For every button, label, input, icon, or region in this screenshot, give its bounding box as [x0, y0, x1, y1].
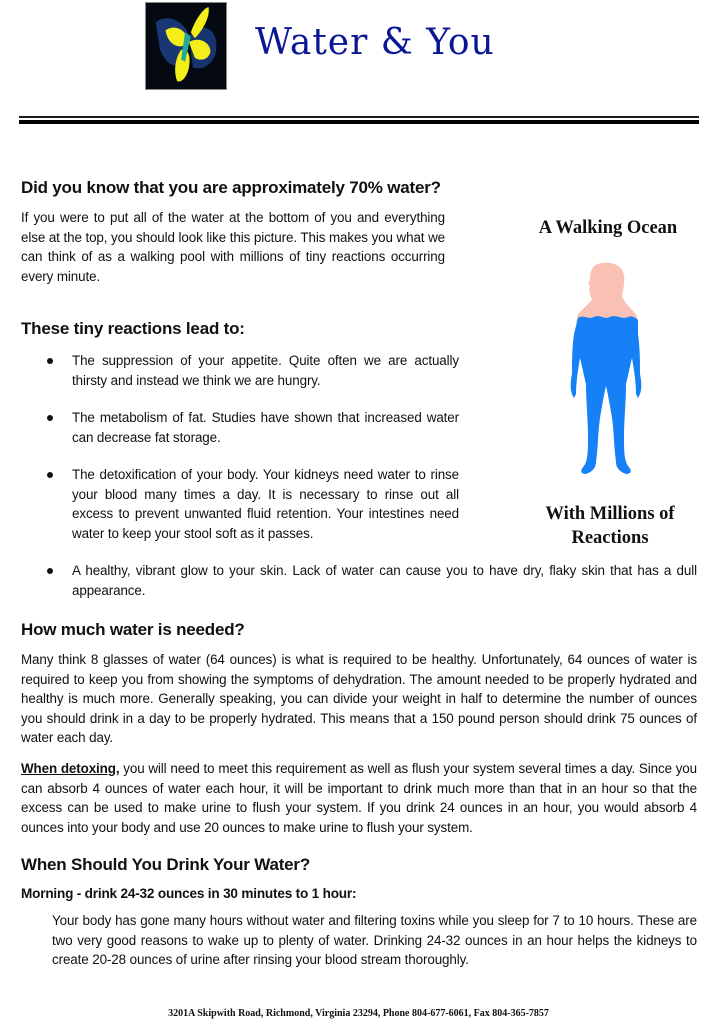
- detox-text: you will need to meet this requirement as well as flush your system several times a day. Since you can absorb 4 ounces of water each hour, it will be important to drink much more than that in an hour so that the excess can be used to make urine to flush your system. If you drink 24 ounces in an hour, you would absorb 4 ounces into your body and use 20 ounces to make urine to flush your system.: [21, 761, 698, 835]
- section-heading-70-percent: Did you know that you are approximately 70% water?: [21, 178, 441, 197]
- figure-caption-top: A Walking Ocean: [538, 218, 678, 238]
- header-divider-thin: [19, 116, 699, 118]
- how-much-paragraph: Many think 8 glasses of water (64 ounces) is what is required to be healthy. Unfortunately, 64 ounces of water is required to keep you from showing the symptoms of dehydration. The amount needed to be properly hydrated and healthy is much more. Generally speaking, you can divide your weight in half to determine the number of ounces you should drink in a day to be properly hydrated. This means that a 150 pound person should drink 75 ounces of water each day.: [21, 652, 697, 746]
- figure-caption-line1: With Millions of: [545, 504, 675, 524]
- bullet-icon: [47, 358, 53, 364]
- bullet-icon: [47, 415, 53, 421]
- figure-caption-bottom: [520, 502, 700, 550]
- detox-paragraph: [21, 759, 697, 837]
- section-heading-reactions: These tiny reactions lead to:: [21, 319, 245, 338]
- bullet-icon: [47, 568, 53, 574]
- butterfly-logo-icon: [145, 2, 227, 90]
- morning-subheading: Morning - drink 24-32 ounces in 30 minutes to 1 hour:: [21, 886, 357, 901]
- human-silhouette-water-icon: [566, 262, 646, 476]
- page-title: Water & You: [255, 22, 495, 63]
- morning-paragraph: Your body has gone many hours without water and filtering toxins while you sleep for 7 to 10 hours. These are two very good reasons to wake up to plenty of water. Drinking 24-32 ounces in an hour helps the kidneys to create 20-28 ounces of urine after rinsing your blood stream thoroughly.: [52, 913, 697, 968]
- section-heading-when: When Should You Drink Your Water?: [21, 855, 311, 874]
- footer-address: 3201A Skipwith Road, Richmond, Virginia 23294, Phone 804-677-6061, Fax 804-365-7857: [168, 1008, 549, 1019]
- section-heading-how-much: How much water is needed?: [21, 620, 245, 639]
- detox-lead: When detoxing,: [21, 761, 120, 776]
- intro-paragraph: If you were to put all of the water at the bottom of you and everything else at the top, you should look like this picture. This makes you what we can think of as a walking pool with millions of tiny reactions occurring every minute.: [21, 210, 445, 284]
- header-divider-thick: [19, 120, 699, 124]
- bullet-icon: [47, 472, 53, 478]
- figure-caption-line2: Reactions: [571, 528, 649, 548]
